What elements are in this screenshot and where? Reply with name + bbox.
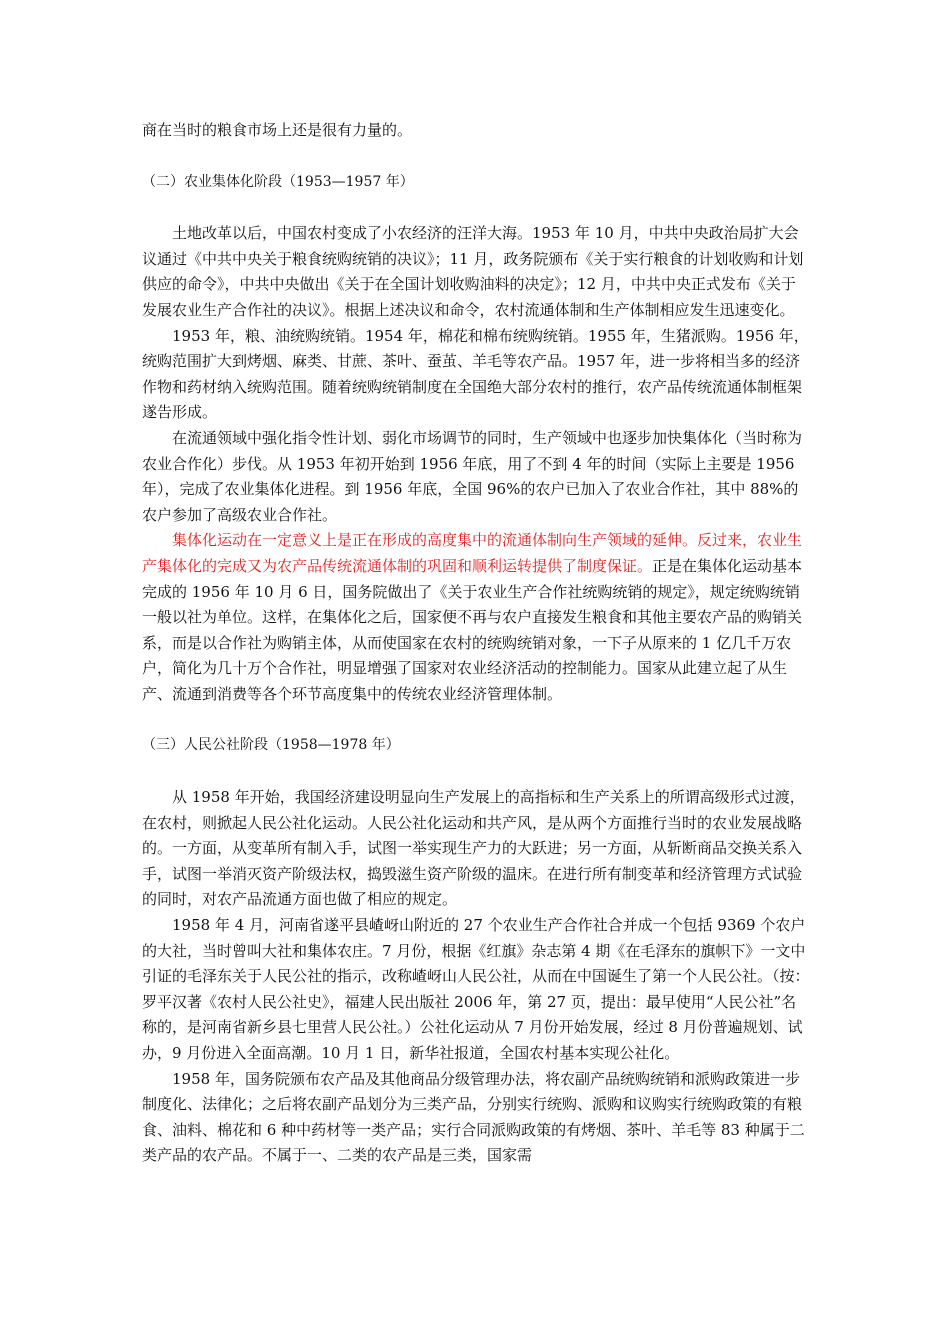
- paragraph-s3-3: 1958 年，国务院颁布农产品及其他商品分级管理办法，将农副产品统购统销和派购政策进一步制度化、法律化；之后将农副产品划分为三类产品，分别实行统购、派购和议购实行统购政策的有粮食、油料、棉花和 6 种中药材等一类产品；实行合同派购政策的有烤烟、茶叶、羊毛等 83 种属于二类产品的农产品。不属于一、二类的农产品是三类，国家需: [142, 1069, 805, 1165]
- spacer: [142, 195, 810, 221]
- document-body: [142, 118, 810, 1169]
- paragraph-s2-4: [142, 528, 810, 707]
- paragraph-s3-2: 1958 年 4 月，河南省遂平县嵖岈山附近的 27 个农业生产合作社合并成一个包括 9369 个农户的大社，当时曾叫大社和集体农庄。7 月份，根据《红旗》杂志第 4 期《在毛泽东的旗帜下》一文中引证的毛泽东关于人民公社的指示，改称嵖岈山人民公社，从而在中国诞生了第一个人民公社。（按：罗平汉著《农村人民公社史》，福建人民出版社 2006 年，第 27 页，提出：最早使用“人民公社”名称的，是河南省新乡县七里营人民公社。）公社化运动从 7 月份开始发展，经过 8 月份普遍规划、试办，9 月份进入全面高潮。10 月 1 日，新华社报道，全国农村基本实现公社化。: [142, 916, 810, 1062]
- section-heading-3: （三）人民公社阶段（1958—1978 年）: [142, 737, 400, 754]
- highlighted-text: 集体化运动在一定意义上是正在形成的高度集中的流通体制向生产领域的延伸。反过来，农业生产集体化的完成又为农产品传统流通体制的巩固和顺利运转提供了制度保证。: [142, 531, 803, 575]
- paragraph-intro-tail: 商在当时的粮食市场上还是很有力量的。: [142, 121, 413, 139]
- paragraph-text: 正是在集体化运动基本完成的 1956 年 10 月 6 日，国务院做出了《关于农业生产合作社统购统销的规定》，规定统购统销一般以社为单位。这样，在集体化之后，国家便不再与农户直接发生粮食和其他主要农产品的购销关系，而是以合作社为购销主体，从而使国家在农村的统购统销对象，一下子从原来的 1 亿几千万农户，简化为几十万个合作社，明显增强了国家对农业经济活动的控制能力。国家从此建立起了从生产、流通到消费等各个环节高度集中的传统农业经济管理体制。: [142, 556, 803, 703]
- spacer: [142, 144, 810, 170]
- paragraph-s2-1: 土地改革以后，中国农村变成了小农经济的汪洋大海。1953 年 10 月，中共中央政治局扩大会议通过《中共中央关于粮食统购统销的决议》；11 月，政务院颁布《关于实行粮食的计划收购和计划供应的命令》，中共中央做出《关于在全国计划收购油料的决定》；12 月，中共中央正式发布《关于发展农业生产合作社的决议》。根据上述决议和命令，农村流通体制和生产体制相应发生迅速变化。: [142, 224, 804, 319]
- paragraph-s2-2: 1953 年，粮、油统购统销。1954 年，棉花和棉布统购统销。1955 年，生猪派购。1956 年，统购范围扩大到烤烟、麻类、甘蔗、茶叶、蚕茧、羊毛等农产品。1957 年，进一步将相当多的经济作物和药材纳入统购范围。随着统购统销制度在全国绝大部分农村的推行，农产品传统流通体制框架遂告形成。: [142, 326, 809, 422]
- spacer: [142, 707, 810, 733]
- paragraph-s3-1: 从 1958 年开始，我国经济建设明显向生产发展上的高指标和生产关系上的所谓高级形式过渡，在农村，则掀起人民公社化运动。人民公社化运动和共产风，是从两个方面推行当时的农业发展战略的。一方面，从变革所有制入手，试图一举实现生产力的大跃进；另一方面，从斩断商品交换关系入手，试图一举消灭资产阶级法权，捣毁滋生资产阶级的温床。在进行所有制变革和经济管理方式试验的同时，对农产品流通方面也做了相应的规定。: [142, 788, 805, 909]
- section-heading-2: （二）农业集体化阶段（1953—1957 年）: [142, 173, 414, 190]
- paragraph-s2-3: 在流通领域中强化指令性计划、弱化市场调节的同时，生产领域中也逐步加快集体化（当时称为农业合作化）步伐。从 1953 年初开始到 1956 年底，用了不到 4 年的时间（实际上主要是 1956 年），完成了农业集体化进程。到 1956 年底，全国 96%的农户已加入了农业合作社，其中 88%的农户参加了高级农业合作社。: [142, 428, 803, 524]
- spacer: [142, 759, 810, 785]
